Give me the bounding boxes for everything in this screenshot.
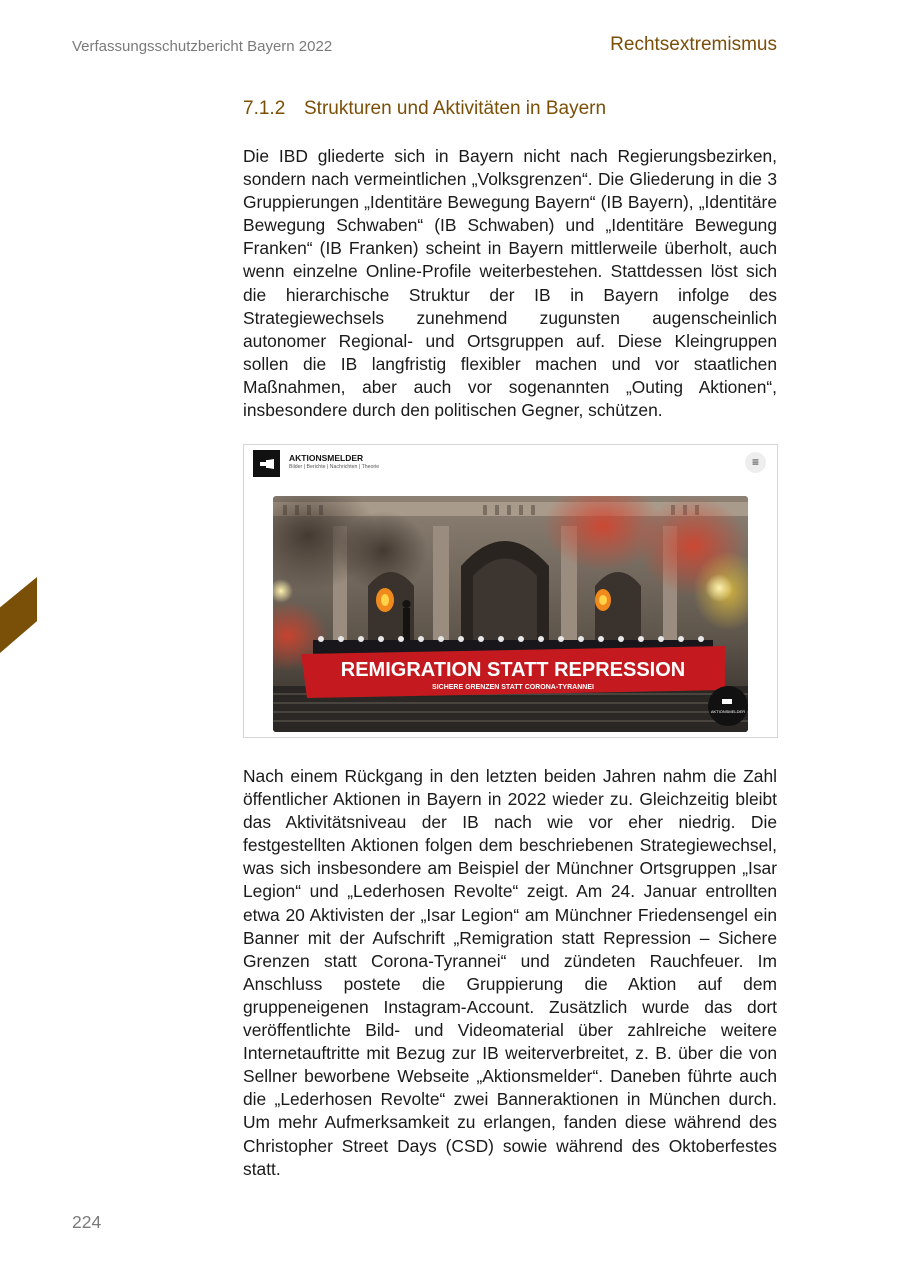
banner-action-photo [273,496,748,732]
section-heading [243,98,606,120]
screenshot-figure [243,444,778,738]
banner-sub-text: SICHERE GRENZEN STATT CORONA-TYRANNEI [432,684,594,691]
chapter-side-tab [0,577,37,653]
body-paragraph-2: Nach einem Rückgang in den letzten beiden Jahren nahm die Zahl öffentlicher Aktionen in Bayern in 2022 wieder zu. Gleichzeitig bleibt das Aktivitätsniveau der IB nach wie vor eher niedrig. Die festgestellten Aktionen folgen dem beschriebenen Strategiewechsel, was sich insbesondere am Beispiel der Münchner Ortsgruppen „Isar Legion“ und „Lederhosen Revolte“ zeigt. Am 24. Januar entrollten etwa 20 Aktivisten der „Isar Legion“ am Münchner Friedensengel ein Banner mit der Aufschrift „Remigration statt Repression – Sichere Grenzen statt Corona-Tyrannei“ und zündeten Rauchfeuer. Im Anschluss postete die Gruppierung die Aktion auf dem gruppeneigenen Instagram-Account. Zusätzlich wurde das dort veröffentlichte Bild- und Videomaterial über zahlreiche weitere Internetauftritte mit Bezug zur IB weiterverbreitet, z. B. über die von Sellner beworbene Webseite „Aktionsmelder“. Daneben führte auch die „Lederhosen Revolte“ zwei Banneraktionen in München durch. Um mehr Aufmerksamkeit zu erlangen, fanden diese während des Christopher Street Days (CSD) sowie während des Oktoberfestes statt. [243,766,777,1179]
site-title: AKTIONSMELDER [289,453,364,463]
running-header-chapter: Rechtsextremismus [610,34,777,55]
aktionsmelder-logo-icon [253,450,280,477]
site-tagline: Bilder | Berichte | Nachrichten | Theorie [289,464,380,470]
watermark-text: AKTIONSMELDER [710,709,746,714]
running-header-publication: Verfassungsschutzbericht Bayern 2022 [72,38,333,55]
hamburger-icon[interactable]: ≡ [745,452,766,473]
body-paragraph-1: Die IBD gliederte sich in Bayern nicht nach Regierungsbezirken, sondern nach vermeintlichen „Volksgrenzen“. Die Gliederung in die 3 Gruppierungen „Identitäre Bewegung Bayern“ (IB Bayern), „Identitäre Bewegung Schwaben“ (IB Schwaben) und „Identitäre Bewegung Franken“ (IB Franken) scheint in Bayern mittlerweile überholt, auch wenn einzelne Online-Profile weiterbestehen. Stattdessen löst sich die hierarchische Struktur der IB in Bayern infolge des Strategiewechsels zunehmend zugunsten augenscheinlich autonomer Regional- und Ortsgruppen auf. Diese Kleingruppen sollen die IB langfristig flexibler machen und vor staatlichen Maßnahmen, aber auch vor sogenannten „Outing Aktionen“, insbesondere durch den politischen Gegner, schützen. [243,146,777,421]
banner-main-text: REMIGRATION STATT REPRESSION [340,659,686,681]
page-number: 224 [72,1212,102,1232]
section-title: Strukturen und Aktivitäten in Bayern [304,98,607,119]
section-number: 7.1.2 [243,98,286,119]
